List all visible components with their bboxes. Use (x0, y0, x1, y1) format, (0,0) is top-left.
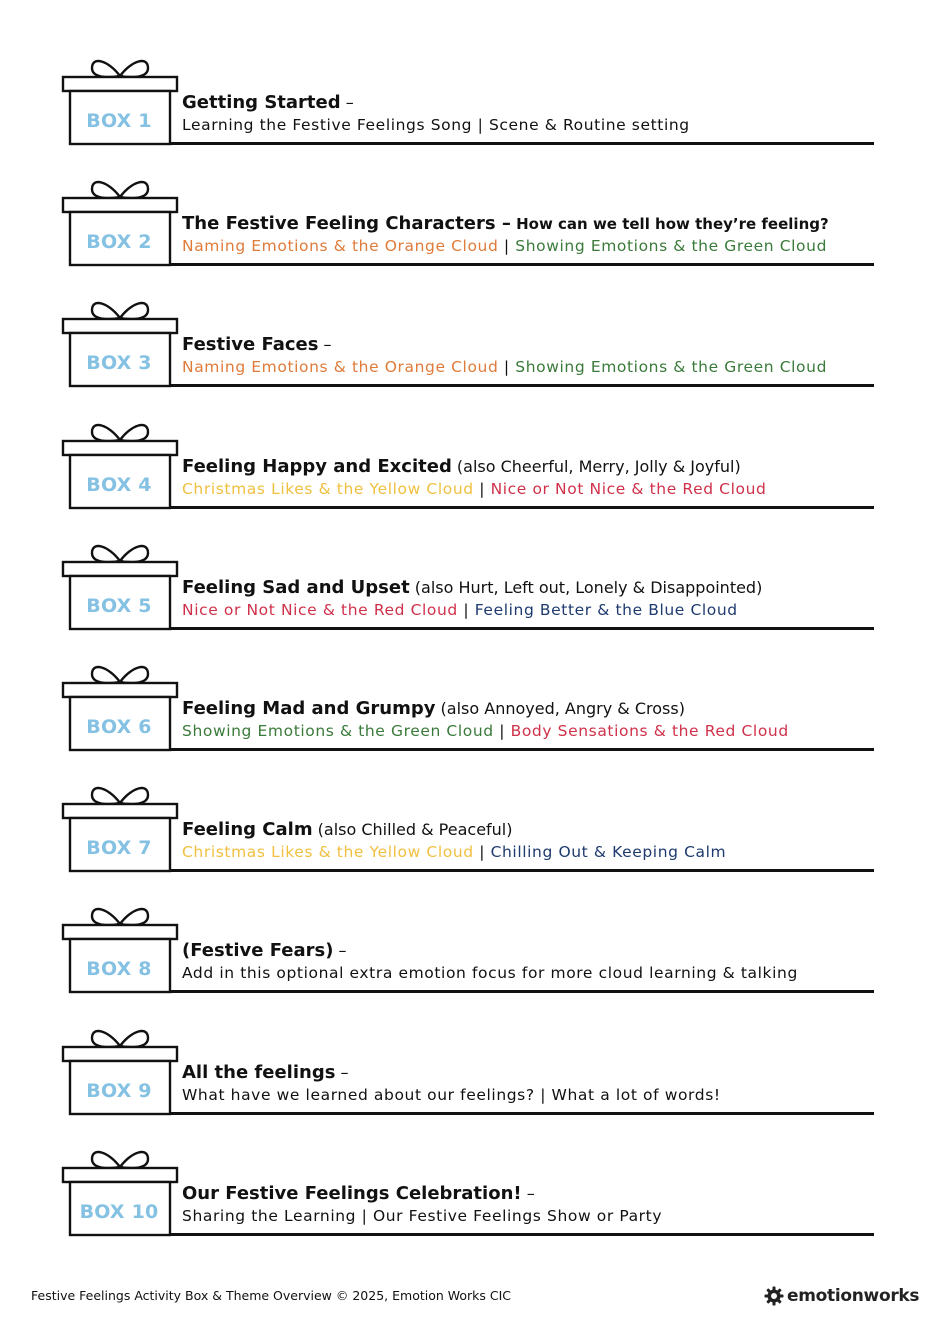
box-row (0, 1143, 950, 1264)
box-subtitle: How can we tell how they’re feeling? (510, 215, 829, 234)
box-title-suffix: – (340, 93, 354, 112)
box-title-suffix: – (318, 335, 332, 355)
description-segment: Sharing the Learning | Our Festive Feelings Show or Party (182, 1206, 663, 1225)
description-segment: Chilling Out & Keeping Calm (490, 843, 727, 862)
divider-line (170, 990, 874, 993)
box-description (182, 720, 882, 742)
box-row (0, 658, 950, 779)
description-segment: | (498, 358, 516, 377)
box-heading (182, 334, 882, 356)
box-row (0, 1022, 950, 1143)
description-segment: Showing Emotions & the Green Cloud (515, 358, 828, 377)
box-title: (Festive Fears) (182, 940, 334, 962)
box-row (0, 779, 950, 900)
box-number-label: BOX 3 (86, 352, 152, 375)
box-heading (182, 213, 882, 235)
description-segment: Naming Emotions & the Orange Cloud (182, 237, 499, 256)
box-row (0, 537, 950, 658)
divider-line (170, 869, 874, 872)
box-heading (182, 92, 882, 114)
box-description (182, 114, 882, 136)
box-description (182, 1084, 882, 1106)
box-description (182, 962, 882, 984)
box-row (0, 52, 950, 173)
description-segment: Showing Emotions & the Green Cloud (182, 722, 494, 740)
footer-text: Festive Feelings Activity Box & Theme Overview © 2025, Emotion Works CIC (31, 1288, 512, 1303)
divider-line (170, 384, 874, 387)
box-title: Feeling Sad and Upset (182, 576, 410, 598)
box-row (0, 173, 950, 294)
divider-line (170, 748, 874, 751)
box-number-label: BOX 1 (86, 110, 152, 132)
box-number-label: BOX 10 (79, 1200, 159, 1223)
box-number-label: BOX 2 (86, 231, 152, 254)
box-title-suffix: – (335, 1062, 349, 1082)
box-row (0, 900, 950, 1021)
box-number-label: BOX 8 (86, 958, 152, 981)
logo-text: emotionworks (787, 1286, 920, 1306)
box-title-suffix: (also Chilled & Peaceful) (312, 820, 513, 840)
description-segment: | (493, 722, 511, 740)
description-segment: Christmas Likes & the Yellow Cloud (182, 843, 474, 862)
box-description (182, 478, 882, 500)
box-heading (182, 456, 882, 478)
description-segment: | (457, 600, 475, 619)
divider-line (170, 1233, 874, 1236)
box-title-suffix: – (521, 1183, 535, 1203)
description-segment: What have we learned about our feelings? | What a lot of words! (182, 1085, 721, 1104)
box-description (182, 841, 882, 863)
divider-line (170, 263, 874, 266)
box-heading (182, 1062, 882, 1084)
box-heading (182, 577, 882, 599)
box-number-label: BOX 5 (86, 594, 152, 617)
divider-line (170, 1112, 874, 1115)
box-number-label: BOX 6 (86, 716, 152, 738)
divider-line (170, 627, 874, 630)
description-segment: Nice or Not Nice & the Red Cloud (490, 479, 767, 498)
description-segment: | (498, 237, 516, 256)
divider-line (170, 142, 874, 145)
box-title: Our Festive Feelings Celebration! (182, 1182, 522, 1204)
description-segment: | (473, 479, 491, 498)
box-title: Getting Started (182, 92, 341, 113)
gear-icon (764, 1286, 784, 1306)
box-title: Feeling Happy and Excited (182, 455, 452, 477)
box-heading (182, 819, 882, 841)
box-heading (182, 698, 882, 720)
description-segment: | (473, 843, 491, 862)
box-description (182, 599, 882, 621)
box-heading (182, 940, 882, 962)
box-row (0, 294, 950, 415)
description-segment: Nice or Not Nice & the Red Cloud (182, 600, 458, 619)
description-segment: Body Sensations & the Red Cloud (510, 722, 789, 740)
box-number-label: BOX 9 (86, 1079, 152, 1102)
box-number-label: BOX 4 (86, 473, 152, 496)
box-title-suffix: (also Annoyed, Angry & Cross) (435, 699, 685, 718)
box-heading (182, 1183, 882, 1205)
box-title-suffix: (also Cheerful, Merry, Jolly & Joyful) (451, 456, 741, 476)
box-title: Feeling Calm (182, 819, 313, 841)
box-title-suffix: – (333, 941, 347, 961)
description-segment: Learning the Festive Feelings Song | Scene & Routine setting (182, 116, 690, 134)
box-title: All the feelings (182, 1061, 336, 1083)
description-segment: Feeling Better & the Blue Cloud (474, 600, 738, 619)
box-number-label: BOX 7 (86, 837, 152, 860)
description-segment: Naming Emotions & the Orange Cloud (182, 358, 499, 377)
box-title-suffix: (also Hurt, Left out, Lonely & Disappointed) (409, 577, 763, 597)
emotion-works-logo (764, 1283, 919, 1309)
box-description (182, 1205, 882, 1227)
box-title: The Festive Feeling Characters – (182, 213, 511, 235)
box-description (182, 356, 882, 378)
box-description (182, 235, 882, 257)
description-segment: Christmas Likes & the Yellow Cloud (182, 479, 474, 498)
description-segment: Showing Emotions & the Green Cloud (515, 237, 828, 256)
box-title: Feeling Mad and Grumpy (182, 698, 436, 719)
description-segment: Add in this optional extra emotion focus for more cloud learning & talking (182, 964, 798, 983)
divider-line (170, 506, 874, 509)
box-title: Festive Faces (182, 334, 319, 356)
box-row (0, 416, 950, 537)
